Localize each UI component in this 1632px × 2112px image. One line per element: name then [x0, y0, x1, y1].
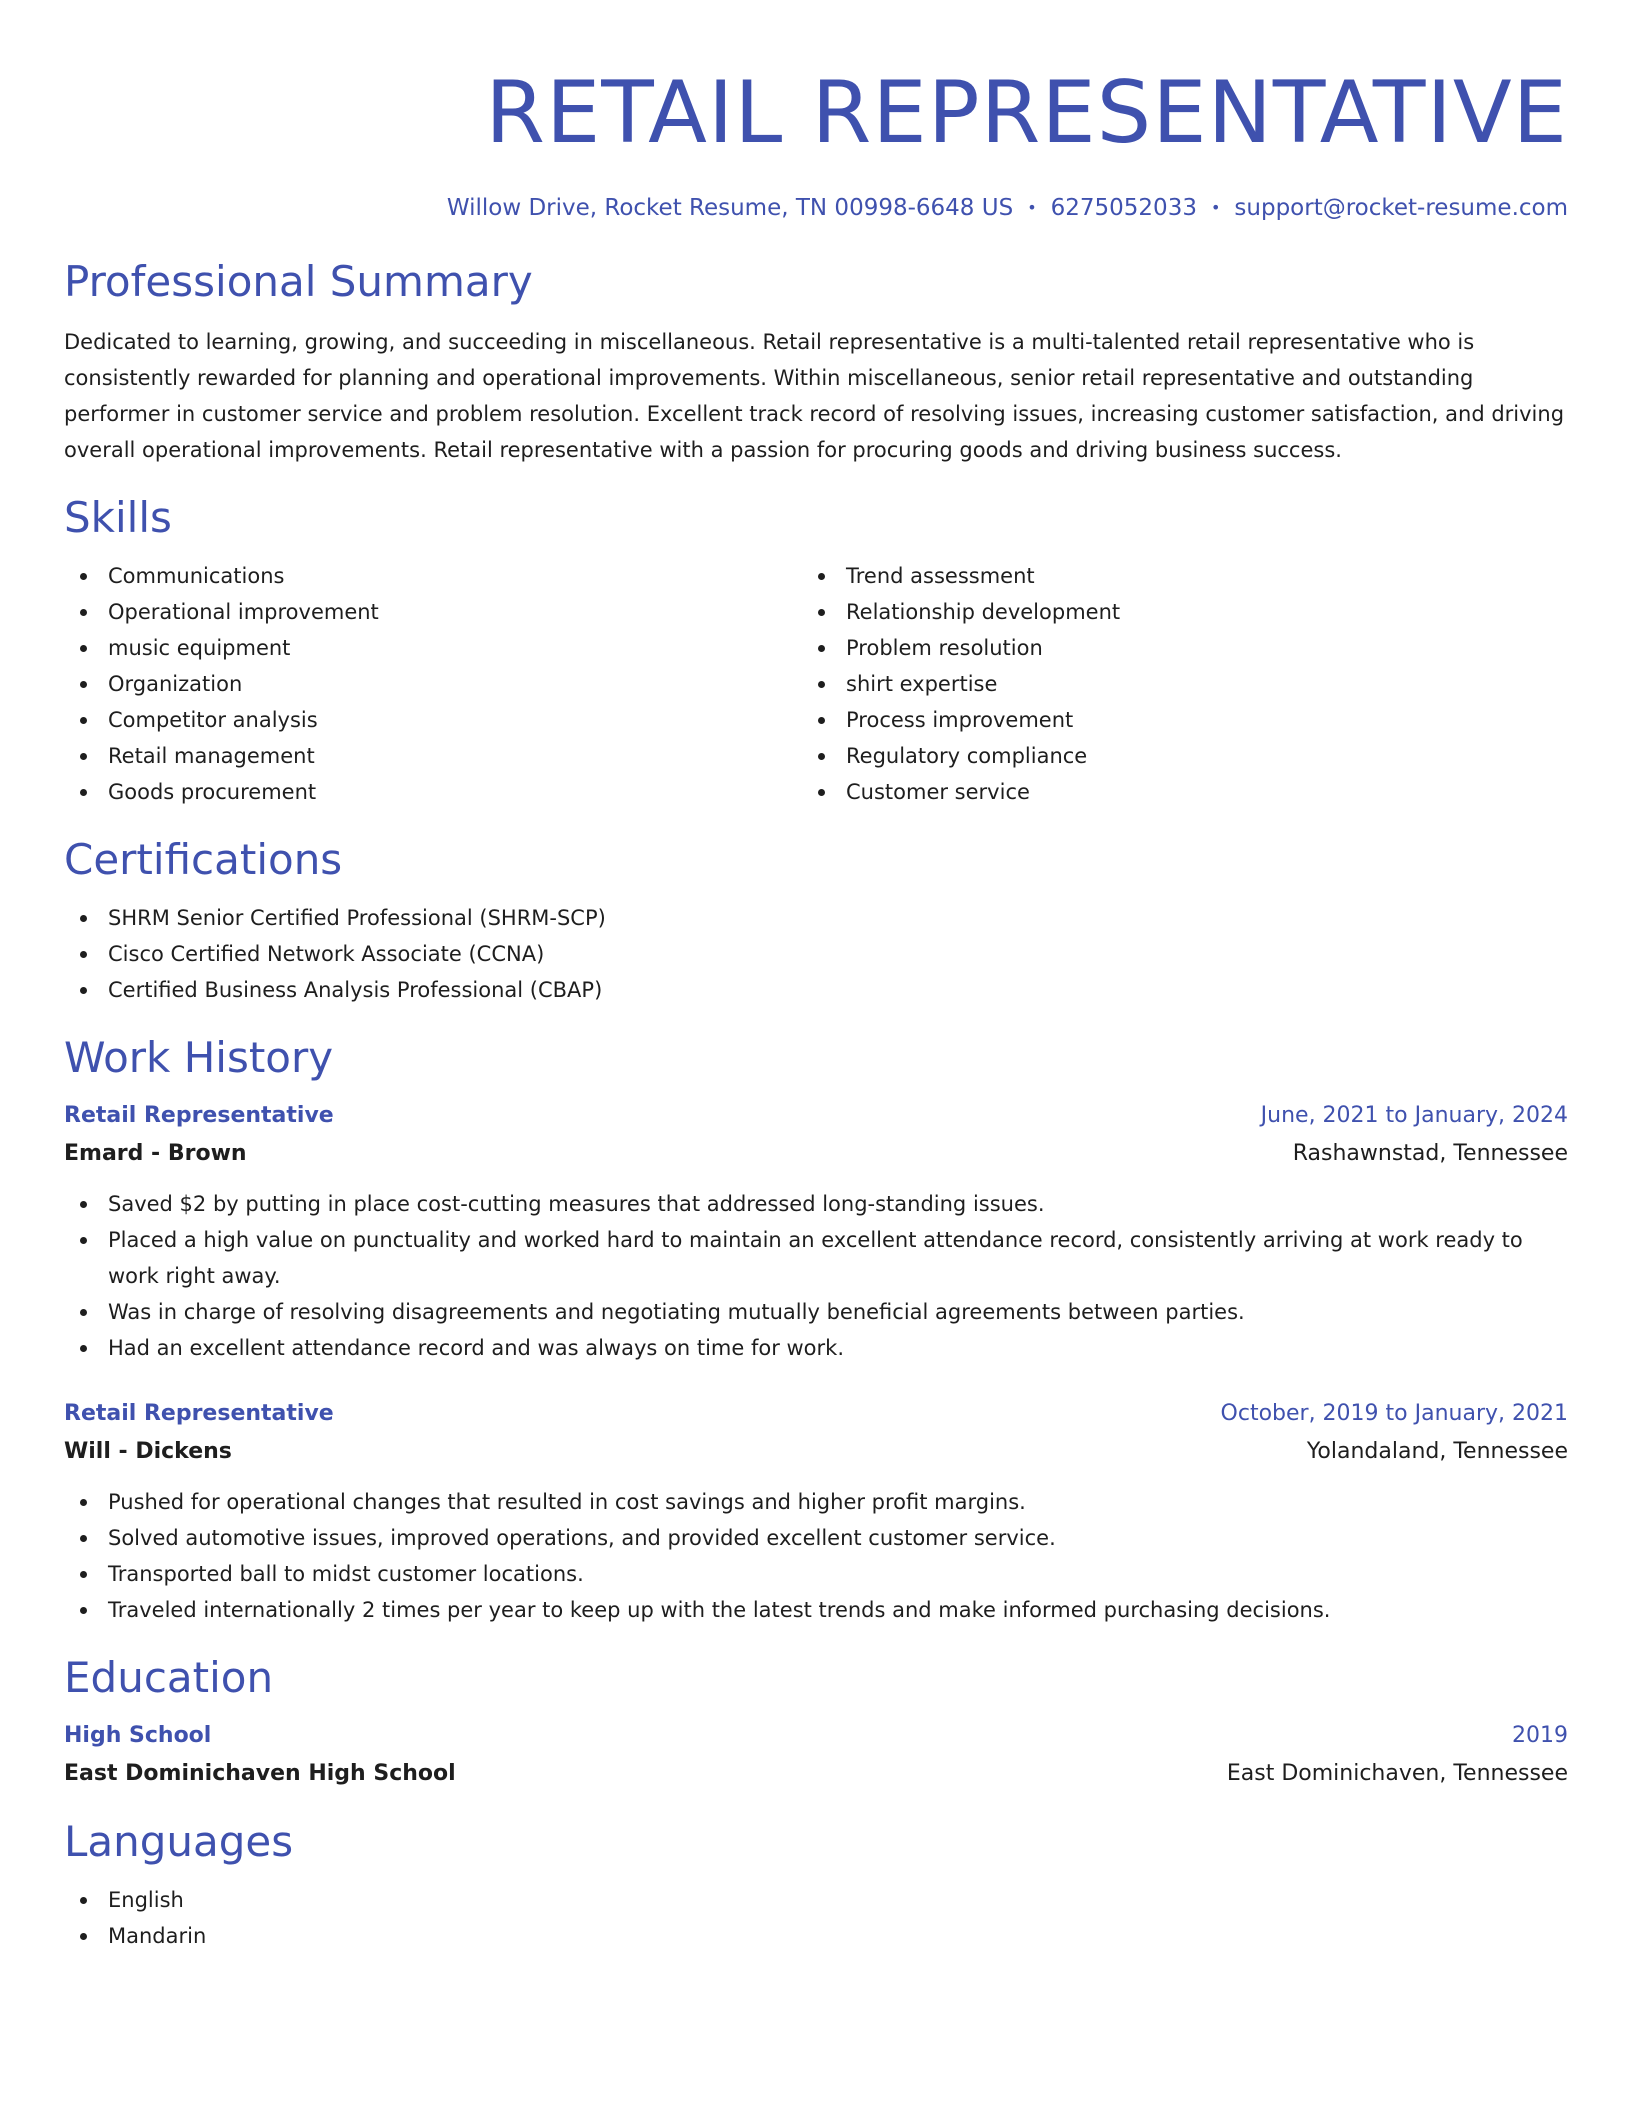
- bullet-icon: [80, 1309, 87, 1316]
- education-entry: [64, 1718, 1568, 1792]
- certifications-section: [64, 832, 1568, 1008]
- contact-separator: •: [1210, 198, 1221, 217]
- skill-item: Communications: [64, 558, 802, 594]
- job-duty-item: Traveled internationally 2 times per year to keep up with the latest trends and make informed purchasing decisions.: [64, 1592, 1568, 1628]
- job-title: Retail Representative: [64, 1103, 334, 1128]
- skill-item: Relationship development: [802, 594, 1540, 630]
- bullet-icon: [818, 681, 825, 688]
- education-location: East Dominichaven, Tennessee: [1226, 1761, 1568, 1786]
- job-title: Retail Representative: [64, 1401, 334, 1426]
- skill-item: Retail management: [64, 738, 802, 774]
- bullet-icon: [80, 951, 87, 958]
- languages-list: [64, 1882, 1568, 1954]
- skills-columns: [64, 558, 1568, 810]
- skills-list-left: [64, 558, 802, 810]
- bullet-icon: [80, 681, 87, 688]
- education-degree: High School: [64, 1723, 212, 1748]
- bullet-icon: [80, 1897, 87, 1904]
- job-entry: [64, 1098, 1568, 1366]
- job-dates: October, 2019 to January, 2021: [1220, 1401, 1568, 1426]
- bullet-icon: [818, 609, 825, 616]
- bullet-icon: [80, 1499, 87, 1506]
- bullet-icon: [80, 573, 87, 580]
- education-header: [64, 1718, 1568, 1754]
- skills-section: [64, 490, 1568, 810]
- bullet-icon: [818, 717, 825, 724]
- job-header: [64, 1098, 1568, 1134]
- job-header: [64, 1396, 1568, 1432]
- job-duty-item: Was in charge of resolving disagreements and negotiating mutually beneficial agreements between parties.: [64, 1294, 1568, 1330]
- job-dates: June, 2021 to January, 2024: [1260, 1103, 1568, 1128]
- job-duty-item: Pushed for operational changes that resulted in cost savings and higher profit margins.: [64, 1484, 1568, 1520]
- language-item: Mandarin: [64, 1918, 1568, 1954]
- certifications-list: [64, 900, 1568, 1008]
- job-company: Emard - Brown: [64, 1141, 247, 1166]
- bullet-icon: [80, 1535, 87, 1542]
- bullet-icon: [80, 1237, 87, 1244]
- bullet-icon: [80, 1201, 87, 1208]
- certification-item: SHRM Senior Certified Professional (SHRM-SCP): [64, 900, 1568, 936]
- skill-item: Process improvement: [802, 702, 1540, 738]
- skills-list-right: [802, 558, 1540, 810]
- job-entry: [64, 1396, 1568, 1628]
- bullet-icon: [80, 789, 87, 796]
- education-section: [64, 1650, 1568, 1792]
- resume-header: [64, 58, 1568, 224]
- skill-item: Problem resolution: [802, 630, 1540, 666]
- skill-item: Customer service: [802, 774, 1540, 810]
- summary-text: Dedicated to learning, growing, and succeeding in miscellaneous. Retail representative is a multi-talented retail representative who is consistently rewarded for planning and operational improvements. Within miscellaneous, senior retail representative and outstanding performer in customer service and problem resolution. Excellent track record of resolving issues, increasing customer satisfaction, and driving overall operational improvements. Retail representative with a passion for procuring goods and driving business success.: [64, 330, 1565, 462]
- summary-section: [64, 254, 1568, 468]
- contact-email: support@rocket-resume.com: [1234, 195, 1568, 221]
- bullet-icon: [80, 609, 87, 616]
- job-company: Will - Dickens: [64, 1439, 232, 1464]
- job-duty-item: Saved $2 by putting in place cost-cutting measures that addressed long-standing issues.: [64, 1186, 1568, 1222]
- education-heading: Education: [64, 1653, 274, 1702]
- languages-section: [64, 1814, 1568, 1954]
- job-duty-item: Had an excellent attendance record and was always on time for work.: [64, 1330, 1568, 1366]
- bullet-icon: [80, 1607, 87, 1614]
- job-location: Rashawnstad, Tennessee: [1292, 1141, 1568, 1166]
- skill-item: Goods procurement: [64, 774, 802, 810]
- skill-item: shirt expertise: [802, 666, 1540, 702]
- bullet-icon: [80, 987, 87, 994]
- skill-item: Operational improvement: [64, 594, 802, 630]
- bullet-icon: [80, 1933, 87, 1940]
- bullet-icon: [80, 1571, 87, 1578]
- education-school: East Dominichaven High School: [64, 1761, 456, 1786]
- bullet-icon: [818, 753, 825, 760]
- certification-item: Cisco Certified Network Associate (CCNA): [64, 936, 1568, 972]
- skill-item: Trend assessment: [802, 558, 1540, 594]
- bullet-icon: [818, 645, 825, 652]
- job-duties: [64, 1186, 1568, 1366]
- education-subheader: [64, 1756, 1568, 1792]
- bullet-icon: [818, 789, 825, 796]
- job-duty-item: Solved automotive issues, improved operations, and provided excellent customer service.: [64, 1520, 1568, 1556]
- job-duty-item: Placed a high value on punctuality and worked hard to maintain an excellent attendance record, consistently arriving at work ready to work right away.: [64, 1222, 1568, 1294]
- bullet-icon: [80, 753, 87, 760]
- job-duties: [64, 1484, 1568, 1628]
- education-year: 2019: [1512, 1723, 1568, 1748]
- work-history-heading: Work History: [64, 1033, 334, 1082]
- job-duty-item: Transported ball to midst customer locations.: [64, 1556, 1568, 1592]
- languages-heading: Languages: [64, 1817, 294, 1866]
- summary-heading: Professional Summary: [64, 257, 533, 306]
- skill-item: music equipment: [64, 630, 802, 666]
- certification-item: Certified Business Analysis Professional (CBAP): [64, 972, 1568, 1008]
- candidate-name: RETAIL REPRESENTATIVE: [485, 63, 1568, 163]
- skill-item: Competitor analysis: [64, 702, 802, 738]
- skill-item: Regulatory compliance: [802, 738, 1540, 774]
- contact-line: [64, 192, 1568, 224]
- bullet-icon: [80, 645, 87, 652]
- work-history-section: [64, 1030, 1568, 1628]
- job-subheader: [64, 1434, 1568, 1470]
- contact-address: Willow Drive, Rocket Resume, TN 00998-6648 US: [446, 195, 1014, 221]
- bullet-icon: [80, 915, 87, 922]
- contact-separator: •: [1027, 198, 1037, 217]
- language-item: English: [64, 1882, 1568, 1918]
- skill-item: Organization: [64, 666, 802, 702]
- job-location: Yolandaland, Tennessee: [1306, 1439, 1568, 1464]
- skills-heading: Skills: [64, 493, 172, 542]
- bullet-icon: [818, 573, 825, 580]
- bullet-icon: [80, 717, 87, 724]
- bullet-icon: [80, 1345, 87, 1352]
- job-subheader: [64, 1136, 1568, 1172]
- contact-phone: 6275052033: [1050, 195, 1197, 221]
- certifications-heading: Certifications: [64, 835, 343, 884]
